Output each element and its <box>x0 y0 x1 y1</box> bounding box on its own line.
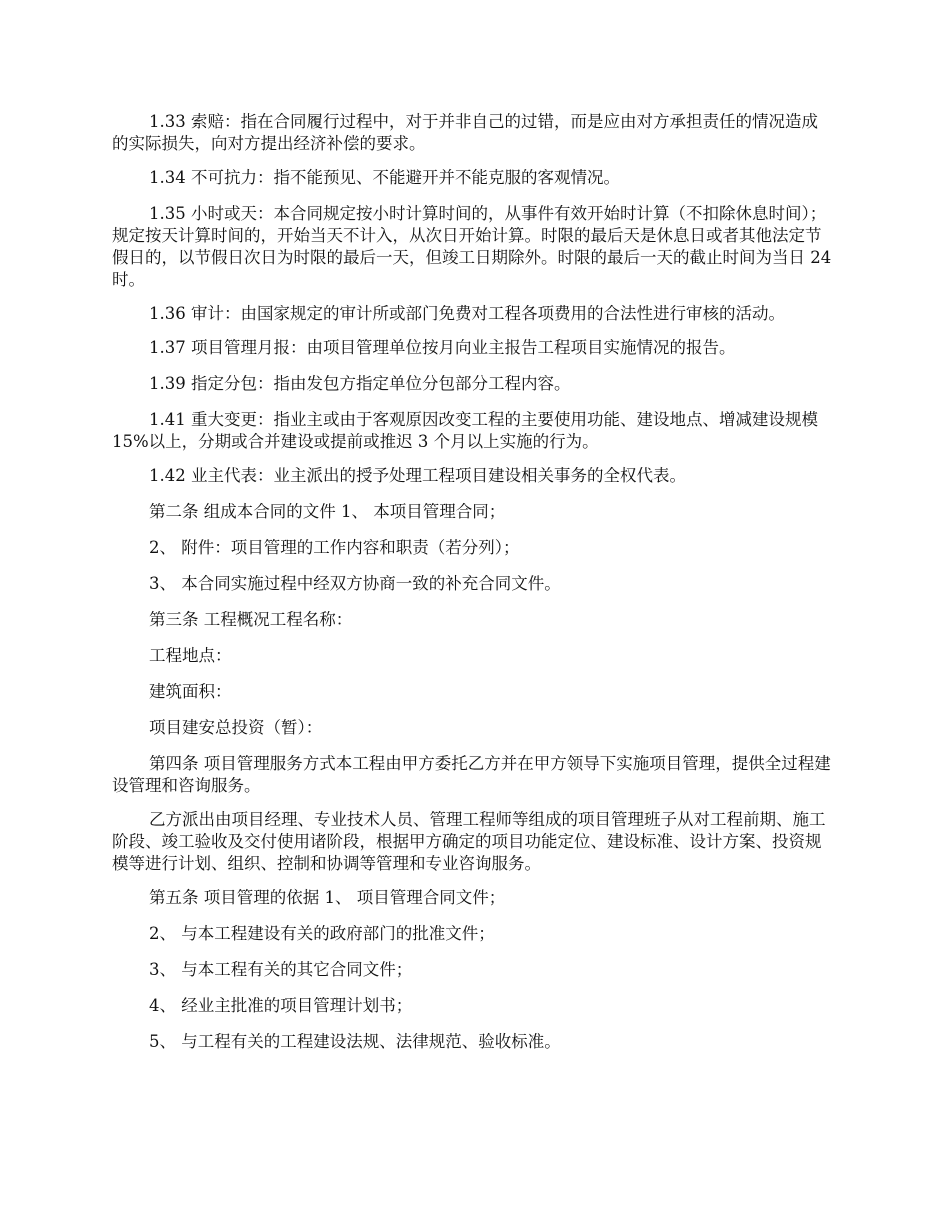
article-4-service-method: 第四条 项目管理服务方式本工程由甲方委托乙方并在甲方领导下实施项目管理，提供全过程建设管理和咨询服务。 <box>112 754 831 795</box>
clause-1-39-designated-subcontract: 1.39 指定分包：指由发包方指定单位分包部分工程内容。 <box>149 374 571 393</box>
article-3-total-investment: 项目建安总投资（暂）： <box>149 718 323 737</box>
document-body <box>112 111 832 1067</box>
clause-1-37-monthly-report: 1.37 项目管理月报：由项目管理单位按月向业主报告工程项目实施情况的报告。 <box>149 338 736 357</box>
clause-1-33-claim: 1.33 索赔：指在合同履行过程中，对于并非自己的过错，而是应由对方承担责任的情况造成的实际损失，向对方提出经济补偿的要求。 <box>112 112 818 153</box>
article-3-project-name: 第三条 工程概况工程名称： <box>149 610 353 629</box>
clause-1-34-force-majeure: 1.34 不可抗力：指不能预见、不能避开并不能克服的客观情况。 <box>149 168 620 187</box>
article-3-building-area: 建筑面积： <box>149 682 232 701</box>
clause-1-41-major-change: 1.41 重大变更：指业主或由于客观原因改变工程的主要使用功能、建设地点、增减建设规模 15%以上，分期或合并建设或提前或推迟 3 个月以上实施的行为。 <box>112 410 818 451</box>
clause-1-42-owner-representative: 1.42 业主代表：业主派出的授予处理工程项目建设相关事务的全权代表。 <box>149 466 686 485</box>
article-5-basis: 第五条 项目管理的依据 1、 项目管理合同文件； <box>149 888 506 907</box>
article-5-item-2: 2、 与本工程建设有关的政府部门的批准文件； <box>149 924 495 943</box>
article-3-project-location: 工程地点： <box>149 646 232 665</box>
article-2-contract-documents: 第二条 组成本合同的文件 1、 本项目管理合同； <box>149 502 506 521</box>
article-2-item-2: 2、 附件：项目管理的工作内容和职责（若分列）； <box>149 538 520 557</box>
clause-1-36-audit: 1.36 审计：由国家规定的审计所或部门免费对工程各项费用的合法性进行审核的活动。 <box>149 304 785 323</box>
article-5-item-3: 3、 与本工程有关的其它合同文件； <box>149 960 413 979</box>
clause-1-35-hours-or-days: 1.35 小时或天：本合同规定按小时计算时间的，从事件有效开始时计算（不扣除休息时间）；规定按天计算时间的，开始当天不计入，从次日开始计算。时限的最后天是休息日或者其他法定节假日的，以节假日次日为时限的最后一天，但竣工日期除外。时限的最后一天的截止时间为当日 24 时。 <box>112 204 832 289</box>
article-5-item-5: 5、 与工程有关的工程建设法规、法律规范、验收标准。 <box>149 1032 561 1051</box>
article-2-item-3: 3、 本合同实施过程中经双方协商一致的补充合同文件。 <box>149 574 561 593</box>
article-4-team-description: 乙方派出由项目经理、专业技术人员、管理工程师等组成的项目管理班子从对工程前期、施工阶段、竣工验收及交付使用诸阶段，根据甲方确定的项目功能定位、建设标准、设计方案、投资规模等进行计划、组织、控制和协调等管理和专业咨询服务。 <box>112 810 826 873</box>
article-5-item-4: 4、 经业主批准的项目管理计划书； <box>149 996 413 1015</box>
